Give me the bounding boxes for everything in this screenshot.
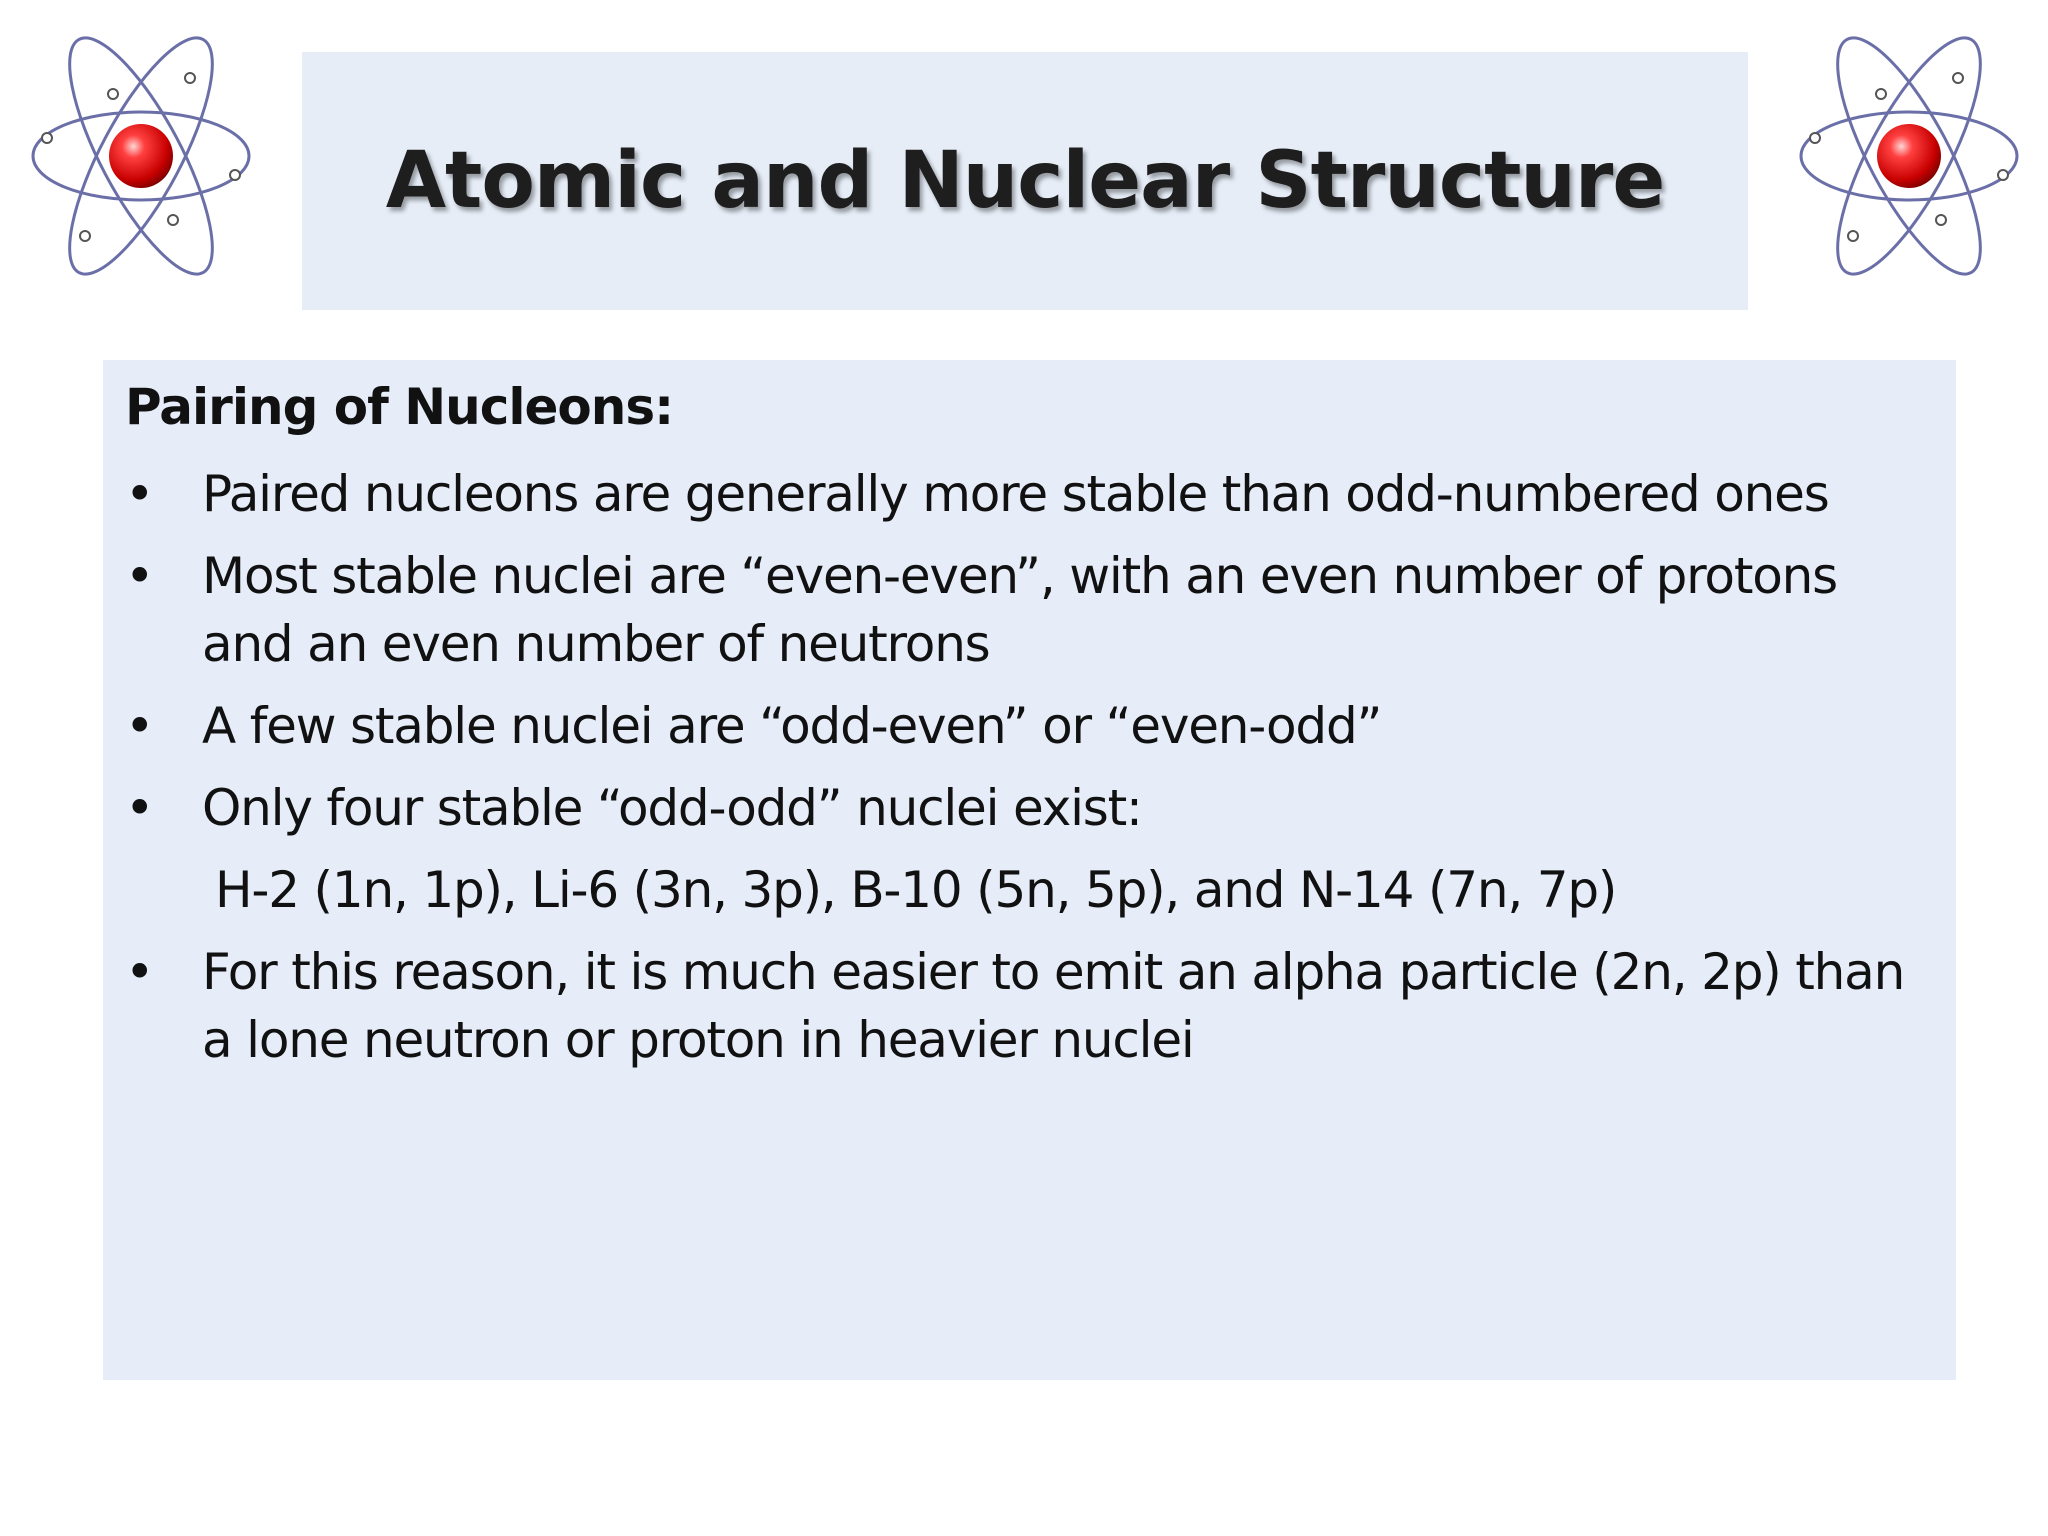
list-item	[103, 542, 1956, 678]
atom-icon	[1798, 20, 2020, 292]
bullet-icon: •	[125, 465, 154, 523]
page-title: Atomic and Nuclear Structure	[385, 136, 1665, 226]
list-item-text: A few stable nuclei are “odd-even” or “even-odd”	[202, 697, 1382, 755]
section-heading: Pairing of Nucleons:	[125, 378, 674, 436]
list-item-text: For this reason, it is much easier to emit an alpha particle (2n, 2p) than a lone neutron or proton in heavier nuclei	[202, 943, 1905, 1069]
bullet-icon: •	[125, 943, 154, 1001]
list-item-text: Only four stable “odd-odd” nuclei exist:	[202, 779, 1142, 837]
bullet-list	[103, 460, 1956, 1088]
list-item	[103, 774, 1956, 842]
list-item-text: Most stable nuclei are “even-even”, with an even number of protons and an even number of neutrons	[202, 547, 1837, 673]
list-item	[103, 938, 1956, 1074]
list-item	[103, 460, 1956, 528]
title-banner	[302, 52, 1748, 310]
list-item	[103, 692, 1956, 760]
bullet-icon: •	[125, 697, 154, 755]
atom-icon	[30, 20, 252, 292]
bullet-icon: •	[125, 779, 154, 837]
odd-odd-nuclei-list: H-2 (1n, 1p), Li-6 (3n, 3p), B-10 (5n, 5p), and N-14 (7n, 7p)	[215, 861, 1617, 919]
list-item-text: Paired nucleons are generally more stable than odd-numbered ones	[202, 465, 1829, 523]
content-panel	[103, 360, 1956, 1380]
bullet-icon: •	[125, 547, 154, 605]
